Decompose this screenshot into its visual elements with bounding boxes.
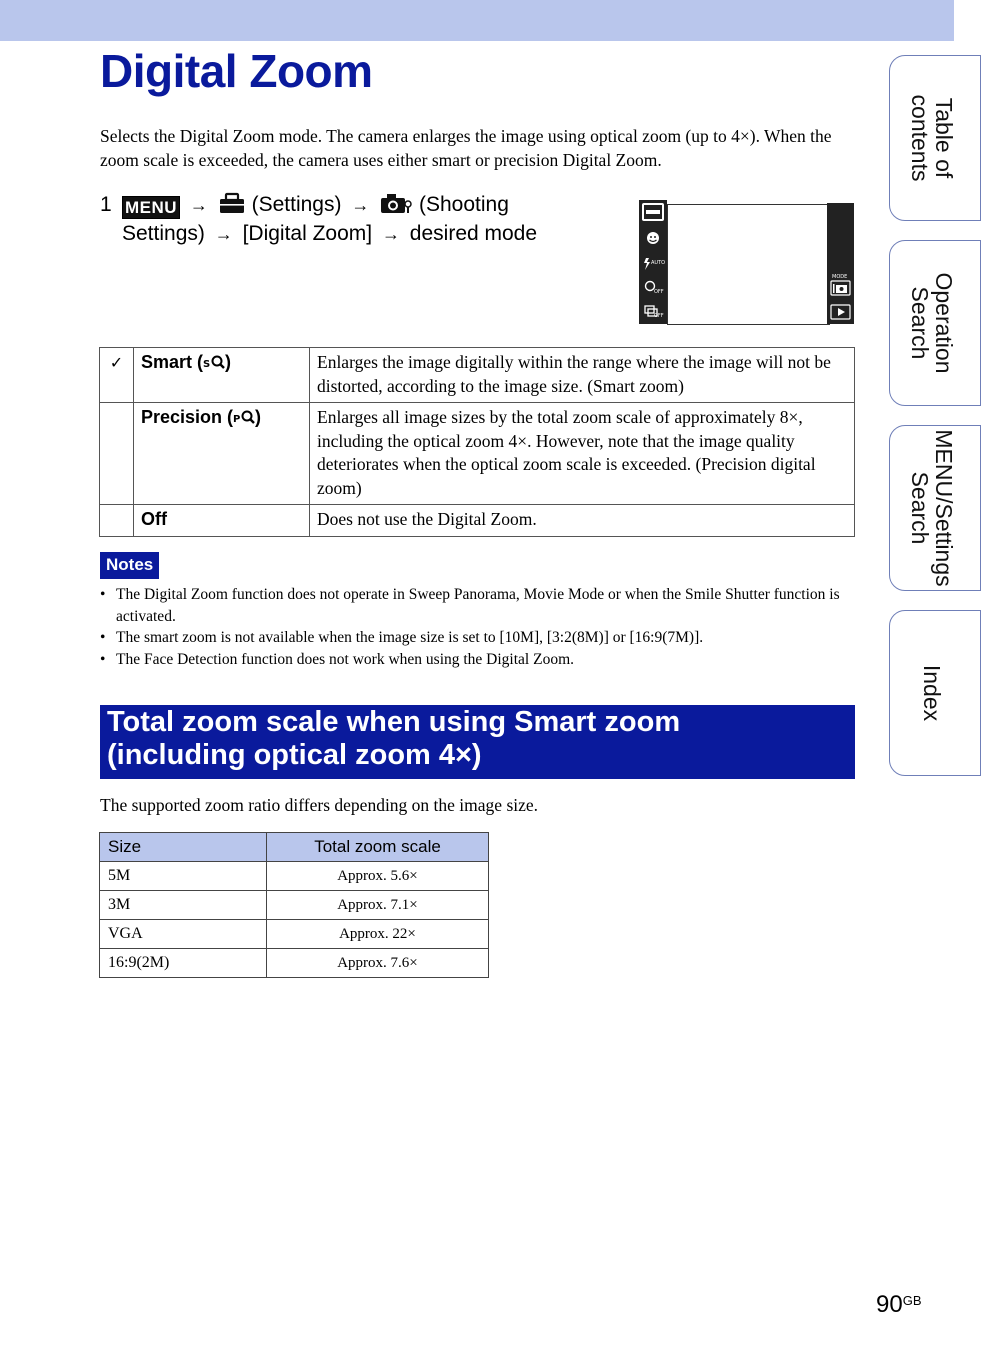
arrow-icon: → (189, 195, 208, 215)
table-row (100, 348, 855, 403)
default-check-icon: ✓ (100, 348, 134, 403)
svg-text:OFF: OFF (654, 313, 664, 319)
notes-label: Notes (100, 552, 159, 579)
section-heading-line-2: (including optical zoom 4×) (107, 739, 482, 771)
svg-text:OFF: OFF (654, 289, 664, 295)
svg-text:P: P (233, 414, 241, 425)
tab-operation-search[interactable] (889, 240, 981, 406)
top-color-band (0, 0, 954, 41)
svg-text:AUTO: AUTO (651, 260, 666, 266)
note-item: • The Face Detection function does not work when using the Digital Zoom. (100, 649, 860, 671)
digital-zoom-modes-table (99, 347, 855, 537)
mode-name: Smart ( S ) (134, 348, 310, 403)
svg-text:S: S (203, 359, 211, 370)
mode-name: Precision ( P ) (134, 403, 310, 505)
flash-auto-icon (644, 258, 650, 270)
zoom-cell: Approx. 5.6× (267, 862, 489, 891)
step-line-2 (122, 219, 537, 249)
size-cell: VGA (100, 920, 267, 949)
precision-zoom-icon (233, 409, 255, 425)
smart-zoom-icon (203, 354, 225, 370)
mode-description: Enlarges the image digitally within the range where the image will not be distorted, according to the image size. (Smart zoom) (310, 348, 855, 403)
shooting-settings-label-cont: Settings) (122, 222, 205, 245)
column-header: Size (100, 833, 267, 862)
tab-index[interactable] (889, 610, 981, 776)
table-header-row (100, 833, 489, 862)
table-row (100, 862, 489, 891)
desired-mode-label: desired mode (409, 222, 538, 245)
table-row (100, 920, 489, 949)
tab-label: contents (907, 94, 933, 182)
arrow-icon: → (214, 224, 233, 244)
section-text: The supported zoom ratio differs depending on the image size. (100, 795, 539, 815)
section-heading (100, 705, 855, 779)
mode-description: Does not use the Digital Zoom. (310, 505, 855, 537)
tab-table-of-contents[interactable] (889, 55, 981, 221)
camera-screen-illustration (639, 200, 855, 324)
notes-list (100, 584, 860, 670)
arrow-icon: → (381, 224, 400, 244)
table-row (100, 891, 489, 920)
tab-label: Index (919, 664, 945, 722)
tab-label: Operation (931, 272, 957, 374)
page-suffix: GB (902, 1293, 922, 1308)
mode-description: Enlarges all image sizes by the total zoom scale of approximately 8×, including the optical zoom 4×. However, note that the image quality deteriorates when the optical zoom scale is exceeded. (Precision digital zoom) (310, 403, 855, 505)
tab-label: MENU/Settings (931, 429, 957, 587)
table-row (100, 505, 855, 537)
tab-label: Table of (931, 97, 957, 179)
step-number: 1 (100, 193, 112, 216)
zoom-scale-table (99, 832, 489, 978)
shooting-settings-label: (Shooting (419, 193, 509, 216)
zoom-cell: Approx. 22× (267, 920, 489, 949)
toolbox-settings-icon (218, 192, 246, 214)
column-header: Total zoom scale (267, 833, 489, 862)
camera-shooting-icon (379, 192, 413, 214)
size-cell: 5M (100, 862, 267, 891)
note-item: • The smart zoom is not available when the image size is set to [10M], [3:2(8M)] or [16:9(7M)]. (100, 627, 860, 649)
zoom-cell: Approx. 7.6× (267, 949, 489, 978)
note-item: • The Digital Zoom function does not operate in Sweep Panorama, Movie Mode or when the Smile Shutter function is activated. (100, 584, 860, 627)
step-line-1 (122, 190, 509, 220)
mode-name: Off (134, 505, 310, 537)
mode-label: MODE (832, 274, 848, 280)
camera-left-icon-strip (639, 200, 667, 324)
tab-menu-settings-search[interactable] (889, 425, 981, 591)
section-heading-line-1: Total zoom scale when using Smart zoom (107, 706, 681, 738)
zoom-cell: Approx. 7.1× (267, 891, 489, 920)
tab-label: Search (907, 471, 933, 545)
size-cell: 16:9(2M) (100, 949, 267, 978)
size-cell: 3M (100, 891, 267, 920)
smile-icon (647, 232, 659, 244)
page-number: $90^{GB}$ (876, 1291, 922, 1318)
table-row (100, 403, 855, 505)
digital-zoom-label: [Digital Zoom] (242, 222, 373, 245)
camera-lcd-screen (667, 204, 830, 325)
tab-label: Search (907, 286, 933, 360)
menu-button-icon: MENU (122, 196, 180, 219)
page-title: Digital Zoom (100, 45, 373, 97)
arrow-icon: → (351, 195, 370, 215)
settings-label: (Settings) (251, 193, 342, 216)
table-row (100, 949, 489, 978)
intro-paragraph: Selects the Digital Zoom mode. The camera enlarges the image using optical zoom (up to 4×). When the zoom scale is exceeded, the camera uses either smart or precision Digital Zoom. (100, 126, 832, 170)
camera-right-icon-strip (827, 203, 854, 324)
